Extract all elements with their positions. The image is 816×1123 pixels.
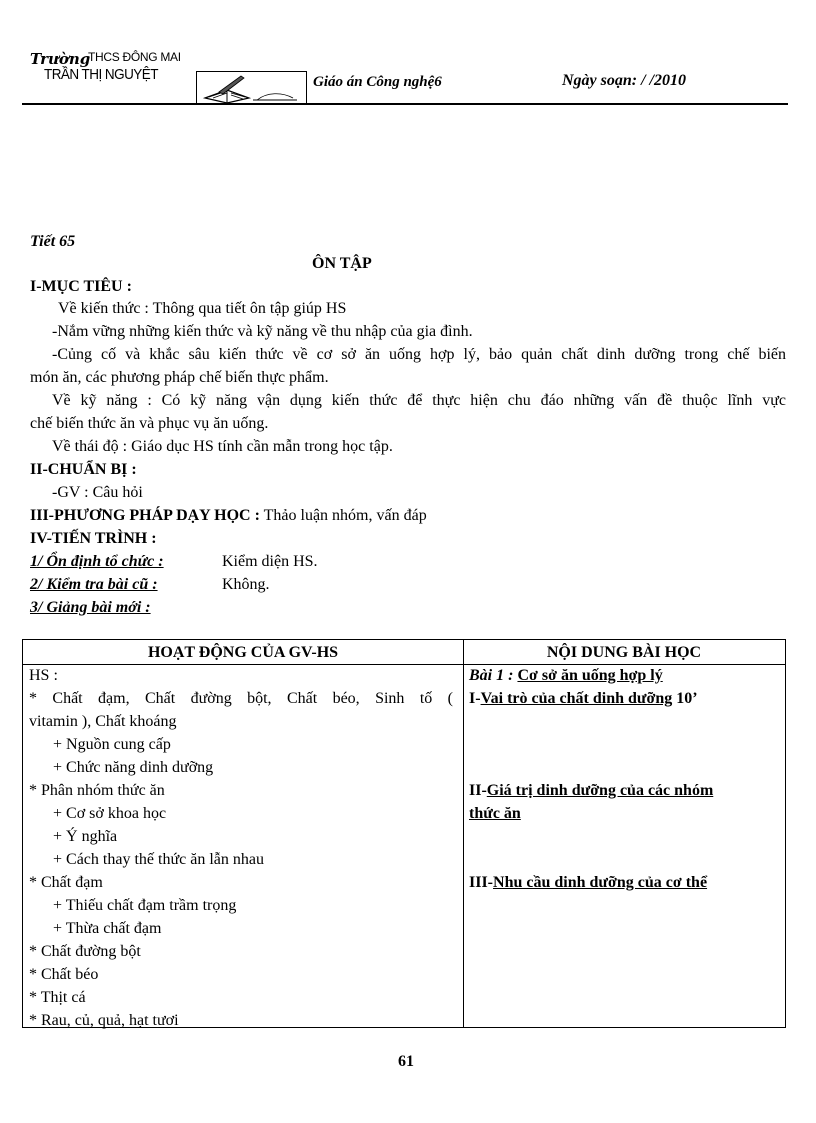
section-process-heading: IV-TIẾN TRÌNH : <box>30 530 157 547</box>
content-section-3-title: Nhu cầu dinh dưỡng của cơ thể <box>493 874 708 891</box>
school-prefix: Trường <box>30 50 91 68</box>
section-objectives-heading: I-MỤC TIÊU : <box>30 278 132 295</box>
objective-knowledge: Về kiến thức : Thông qua tiết ôn tập giúp HS <box>58 300 347 317</box>
content-section-2 <box>469 781 779 801</box>
content-section-2-title: Giá trị dinh dưỡng của các nhóm <box>486 782 714 799</box>
activity-line: vitamin ), Chất khoáng <box>29 713 177 730</box>
lesson-plan-title: Giáo án Công nghệ6 <box>313 74 442 90</box>
objective-knowledge-1: -Nắm vững những kiến thức và kỹ năng về thu nhập của gia đình. <box>52 323 473 340</box>
teacher-name: TRẦN THỊ NGUYỆT <box>44 66 158 83</box>
activity-line: + Nguồn cung cấp <box>53 736 171 753</box>
prep-date: Ngày soạn: / /2010 <box>562 72 686 89</box>
header-rule <box>22 103 788 105</box>
activity-line: * Chất đạm, Chất đường bột, Chất béo, Sinh tố ( <box>29 690 453 707</box>
activity-line: * Chất đường bột <box>29 943 141 960</box>
content-section-2-title-cont: thức ăn <box>469 805 521 822</box>
activity-line: + Thiếu chất đạm trầm trọng <box>53 897 237 914</box>
content-lesson-1-prefix: Bài 1 : <box>469 667 518 684</box>
content-section-2-line <box>469 781 713 801</box>
section-preparation-heading: II-CHUẨN BỊ : <box>30 461 137 478</box>
book-quill-icon <box>197 72 306 104</box>
content-section-1-title: Vai trò của chất dinh dưỡng <box>480 690 673 707</box>
preparation-teacher: -GV : Câu hỏi <box>52 484 143 501</box>
section-method <box>30 506 427 526</box>
activity-line: + Chức năng dinh dưỡng <box>53 759 214 776</box>
objective-skill-a: Về kỹ năng : Có kỹ năng vận dụng kiến thức để thực hiện chu đáo những vấn đề thuộc lĩnh vực <box>52 392 786 409</box>
activity-line: HS : <box>29 667 58 684</box>
section-method-heading: III-PHƯƠNG PHÁP DẠY HỌC : <box>30 507 260 524</box>
content-lesson-1 <box>469 666 663 686</box>
table-column-divider <box>463 640 464 1027</box>
activity-line: * Phân nhóm thức ăn <box>29 782 165 799</box>
content-section-3-prefix: III- <box>469 874 494 891</box>
step-2-text: Không. <box>222 576 270 593</box>
activity-line: + Thừa chất đạm <box>53 920 162 937</box>
step-1-label-text: 1/ Ổn định tổ chức : <box>30 553 164 570</box>
activity-line: * Chất đạm <box>29 874 103 891</box>
activity-line: * Chất béo <box>29 966 99 983</box>
objective-knowledge-2a: -Củng cố và khắc sâu kiến thức về cơ sở ăn uống hợp lý, bảo quản chất dinh dưỡng trong chế biến <box>52 346 786 363</box>
step-1-label <box>30 552 164 572</box>
activity-line: * Thịt cá <box>29 989 86 1006</box>
lesson-table <box>22 639 786 1028</box>
content-lesson-1-title: Cơ sở ăn uống hợp lý <box>517 667 663 684</box>
activity-line: + Cách thay thế thức ăn lẫn nhau <box>53 851 264 868</box>
objective-skill-b: chế biến thức ăn và phục vụ ăn uống. <box>30 415 269 432</box>
content-section-1 <box>469 689 698 709</box>
page-number: 61 <box>398 1053 414 1070</box>
step-3-label <box>30 598 151 618</box>
school-name: THCS ĐÔNG MAI <box>88 50 181 64</box>
step-2-label-text: 2/ Kiểm tra bài cũ : <box>30 576 158 593</box>
header-logo <box>196 71 307 104</box>
period-label: Tiết 65 <box>30 233 76 250</box>
activity-line: + Ý nghĩa <box>53 828 118 845</box>
step-2-label <box>30 575 158 595</box>
section-method-text: Thảo luận nhóm, vấn đáp <box>259 507 427 524</box>
objective-attitude: Về thái độ : Giáo dục HS tính cần mẫn trong học tập. <box>52 438 393 455</box>
objective-knowledge-2b: món ăn, các phương pháp chế biến thực phẩm. <box>30 369 329 386</box>
step-1-text: Kiểm diện HS. <box>222 553 318 570</box>
step-3-label-text: 3/ Giảng bài mới : <box>30 599 151 616</box>
table-header-left: HOẠT ĐỘNG CỦA GV-HS <box>147 644 339 661</box>
content-section-3 <box>469 873 707 893</box>
lesson-title: ÔN TẬP <box>312 255 372 272</box>
activity-line: + Cơ sở khoa học <box>53 805 167 822</box>
content-section-2-prefix: II- <box>469 782 487 799</box>
content-section-1-time: 10’ <box>672 690 698 707</box>
content-section-1-prefix: I- <box>469 690 481 707</box>
table-header-divider <box>23 664 785 665</box>
activity-line: * Rau, củ, quả, hạt tươi <box>29 1012 179 1029</box>
table-header-right: NỘI DUNG BÀI HỌC <box>546 644 702 661</box>
